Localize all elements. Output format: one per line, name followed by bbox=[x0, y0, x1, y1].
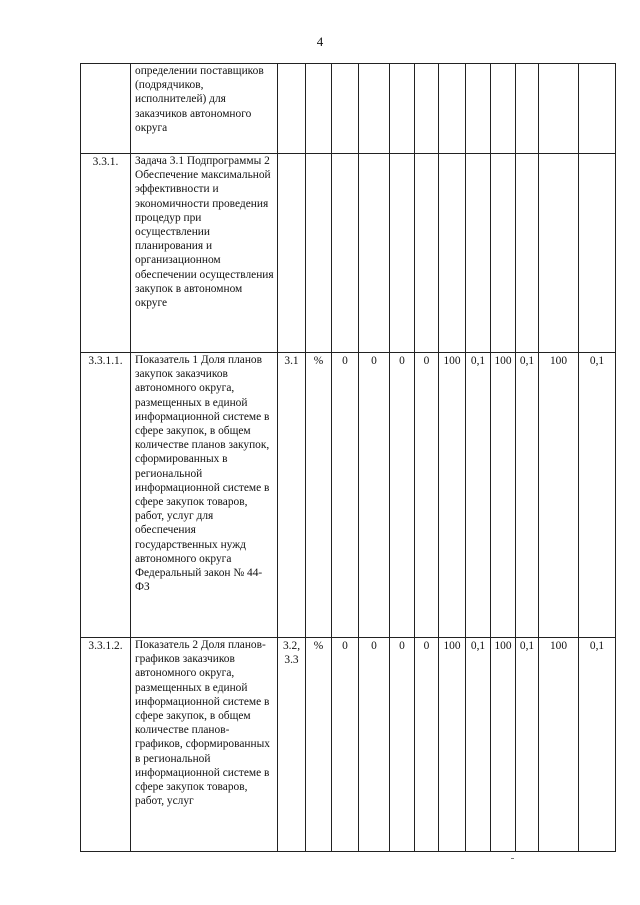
row-value: 0,1 bbox=[466, 638, 491, 852]
row-value: 0 bbox=[332, 638, 359, 852]
row-value bbox=[390, 64, 415, 154]
row-value bbox=[579, 154, 616, 353]
row-unit bbox=[306, 64, 332, 154]
row-code bbox=[81, 64, 131, 154]
row-value: 100 bbox=[439, 638, 466, 852]
row-code: 3.3.1. bbox=[81, 154, 131, 353]
row-value bbox=[332, 154, 359, 353]
row-unit: % bbox=[306, 638, 332, 852]
row-value: 0 bbox=[415, 353, 439, 638]
row-value: 100 bbox=[439, 353, 466, 638]
row-value: 0 bbox=[415, 638, 439, 852]
row-value bbox=[415, 64, 439, 154]
row-value bbox=[539, 64, 579, 154]
row-value: 0,1 bbox=[516, 638, 539, 852]
row-name: Показатель 1 Доля планов закупок заказчиков автономного округа, размещенных в единой информационной системе в сфере закупок, в общем количестве планов закупок, сформированных в региональной информационной системе в сфере закупок товаров, работ, услуг для обеспечения государственных нужд автономного округа Федеральный закон № 44-ФЗ bbox=[131, 353, 278, 638]
row-code: 3.3.1.1. bbox=[81, 353, 131, 638]
row-value bbox=[359, 154, 390, 353]
table-row bbox=[81, 154, 616, 353]
row-ref bbox=[278, 154, 306, 353]
row-value: 0 bbox=[359, 353, 390, 638]
row-value bbox=[466, 64, 491, 154]
row-value: 0,1 bbox=[516, 353, 539, 638]
row-value: 100 bbox=[539, 638, 579, 852]
row-name: определении поставщиков (подрядчиков, исполнителей) для заказчиков автономного округа bbox=[131, 64, 278, 154]
row-code: 3.3.1.2. bbox=[81, 638, 131, 852]
row-value bbox=[439, 64, 466, 154]
indicators-table bbox=[80, 63, 616, 852]
scan-artifact bbox=[511, 858, 514, 859]
row-value bbox=[516, 154, 539, 353]
row-value: 100 bbox=[491, 638, 516, 852]
row-value bbox=[516, 64, 539, 154]
row-value: 0,1 bbox=[466, 353, 491, 638]
row-value bbox=[332, 64, 359, 154]
row-value: 0 bbox=[332, 353, 359, 638]
row-value bbox=[491, 154, 516, 353]
row-value bbox=[359, 64, 390, 154]
row-name: Задача 3.1 Подпрограммы 2 Обеспечение максимальной эффективности и экономичности проведения процедур при осуществлении планирования и организационном обеспечении осуществления закупок в автономном округе bbox=[131, 154, 278, 353]
table-row bbox=[81, 64, 616, 154]
row-ref: 3.1 bbox=[278, 353, 306, 638]
row-unit: % bbox=[306, 353, 332, 638]
page-number: 4 bbox=[316, 34, 324, 49]
row-value: 0 bbox=[359, 638, 390, 852]
row-name: Показатель 2 Доля планов-графиков заказчиков автономного округа, размещенных в единой информационной системе в сфере закупок, в общем количестве планов-графиков, сформированных в региональной информационной системе в сфере закупок товаров, работ, услуг bbox=[131, 638, 278, 852]
row-value: 0,1 bbox=[579, 353, 616, 638]
row-value bbox=[415, 154, 439, 353]
row-value bbox=[579, 64, 616, 154]
row-value bbox=[539, 154, 579, 353]
row-value: 0,1 bbox=[579, 638, 616, 852]
row-value: 100 bbox=[539, 353, 579, 638]
row-value: 100 bbox=[491, 353, 516, 638]
row-ref bbox=[278, 64, 306, 154]
table-row bbox=[81, 353, 616, 638]
row-unit bbox=[306, 154, 332, 353]
table-row bbox=[81, 638, 616, 852]
row-ref: 3.2, 3.3 bbox=[278, 638, 306, 852]
row-value: 0 bbox=[390, 638, 415, 852]
row-value bbox=[491, 64, 516, 154]
row-value bbox=[390, 154, 415, 353]
row-value bbox=[466, 154, 491, 353]
row-value bbox=[439, 154, 466, 353]
row-value: 0 bbox=[390, 353, 415, 638]
